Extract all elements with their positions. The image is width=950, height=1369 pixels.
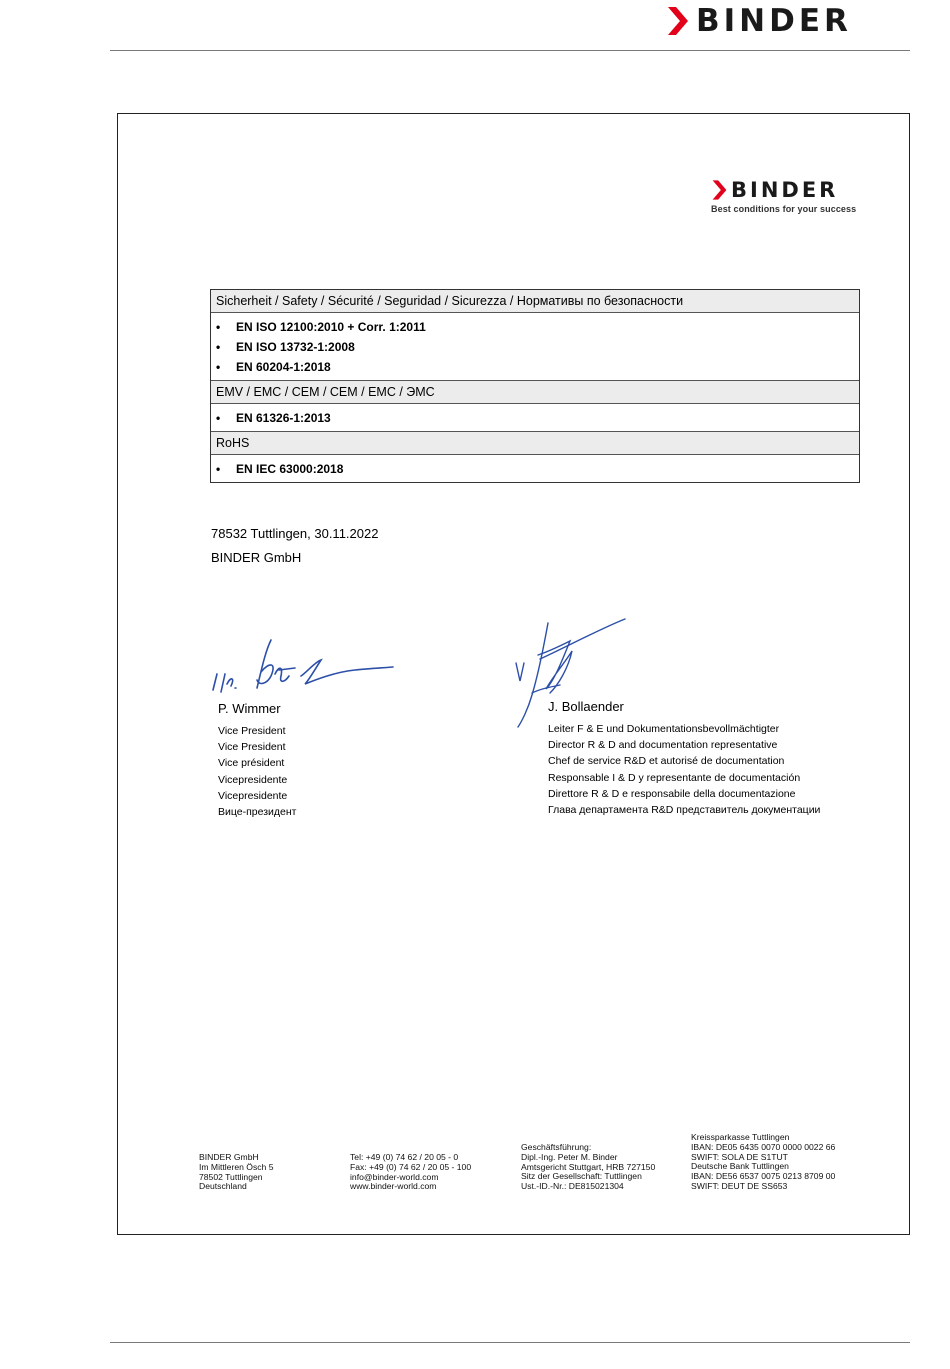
footer-line: Fax: +49 (0) 74 62 / 20 05 - 100 — [350, 1161, 472, 1172]
standard-code: EN ISO 13732-1:2008 — [236, 340, 355, 354]
title-line: Vice President — [218, 725, 286, 737]
title-line: Direttore R & D e responsabile della documentazione — [548, 787, 796, 800]
list-item — [216, 408, 854, 428]
standard-code: EN ISO 12100:2010 + Corr. 1:2011 — [236, 320, 426, 334]
title-line: Vicepresidente — [218, 789, 288, 802]
title-line: Director R & D and documentation representative — [548, 739, 778, 752]
place-date: 78532 Tuttlingen, 30.11.2022 — [211, 526, 379, 541]
signatory-titles-bollaender — [548, 721, 820, 818]
header-logo — [666, 4, 852, 38]
footer-line: Tel: +49 (0) 74 62 / 20 05 - 0 — [350, 1152, 459, 1162]
title-line: Vice President — [218, 741, 286, 754]
title-line: Chef de service R&D et autorisé de documentation — [548, 755, 785, 768]
title-line: Вице-президент — [218, 806, 297, 819]
list-item — [216, 317, 854, 337]
standards-list-rohs — [211, 455, 859, 482]
header-brand: BINDER — [696, 3, 852, 39]
bullet: • — [216, 340, 221, 354]
standards-heading-rohs: RoHS — [211, 431, 859, 455]
title-line: Vicepresidente — [218, 773, 288, 786]
footer-line: IBAN: DE56 6537 0075 0213 8709 00 — [691, 1171, 836, 1182]
letterhead-logo — [711, 178, 856, 214]
title-line: Leiter F & E und Dokumentationsbevollmächtigter — [548, 723, 780, 735]
footer-line: IBAN: DE05 6435 0070 0000 0022 66 — [691, 1141, 836, 1152]
footer-line: www.binder-world.com — [350, 1181, 437, 1192]
footer-line: BINDER GmbH — [199, 1152, 259, 1162]
footer-bank — [691, 1133, 835, 1192]
header-divider — [110, 50, 910, 51]
signatory-name-wimmer: P. Wimmer — [218, 701, 281, 716]
bullet: • — [216, 411, 221, 425]
footer-address — [199, 1153, 274, 1192]
footer-line: Geschäftsführung: — [521, 1142, 592, 1152]
footer-management — [521, 1143, 655, 1192]
footer-line: Kreissparkasse Tuttlingen — [691, 1132, 790, 1142]
binder-arrow-icon — [711, 179, 728, 201]
place-date-block — [211, 522, 378, 570]
signature-wimmer — [205, 632, 405, 702]
list-item — [216, 337, 854, 357]
footer-contact — [350, 1153, 471, 1192]
footer-line: 78502 Tuttlingen — [199, 1171, 263, 1182]
footer-line: Sitz der Gesellschaft: Tuttlingen — [521, 1171, 642, 1182]
standard-code: EN IEC 63000:2018 — [236, 462, 344, 476]
footer-line: Dipl.-Ing. Peter M. Binder — [521, 1151, 618, 1162]
standard-code: EN 61326-1:2013 — [236, 411, 331, 425]
footer-line: Im Mittleren Ösch 5 — [199, 1161, 274, 1172]
footer-line: info@binder-world.com — [350, 1171, 439, 1182]
bullet: • — [216, 320, 221, 334]
footer-divider — [110, 1342, 910, 1343]
footer-line: Amtsgericht Stuttgart, HRB 727150 — [521, 1161, 656, 1172]
standards-table — [210, 289, 860, 483]
standard-code: EN 60204-1:2018 — [236, 360, 331, 374]
footer-line: Ust.-ID.-Nr.: DE815021304 — [521, 1181, 624, 1192]
footer-line: Deutsche Bank Tuttlingen — [691, 1161, 789, 1172]
title-line: Vice président — [218, 757, 285, 770]
list-item — [216, 459, 854, 479]
signatory-name-bollaender: J. Bollaender — [548, 699, 624, 714]
company-name: BINDER GmbH — [211, 550, 302, 565]
title-line: Глава департамента R&D представитель документации — [548, 804, 821, 817]
title-line: Responsable I & D y representante de documentación — [548, 771, 801, 784]
signatory-titles-wimmer — [218, 723, 297, 820]
signature-bollaender — [510, 615, 640, 735]
standards-list-emc — [211, 404, 859, 431]
letterhead-tagline: Best conditions for your success — [711, 204, 857, 214]
footer-line: SWIFT: SOLA DE S1TUT — [691, 1151, 788, 1162]
binder-arrow-icon — [666, 5, 690, 37]
footer-line: Deutschland — [199, 1181, 247, 1192]
list-item — [216, 357, 854, 377]
bullet: • — [216, 462, 221, 476]
letterhead-brand: BINDER — [731, 178, 839, 202]
standards-heading-safety: Sicherheit / Safety / Sécurité / Seguridad / Sicurezza / Нормативы по безопасности — [211, 290, 859, 313]
bullet: • — [216, 360, 221, 374]
standards-list-safety — [211, 313, 859, 380]
standards-heading-emc: EMV / EMC / CEM / CEM / EMC / ЭМС — [211, 380, 859, 404]
footer-line: SWIFT: DEUT DE SS653 — [691, 1180, 788, 1191]
